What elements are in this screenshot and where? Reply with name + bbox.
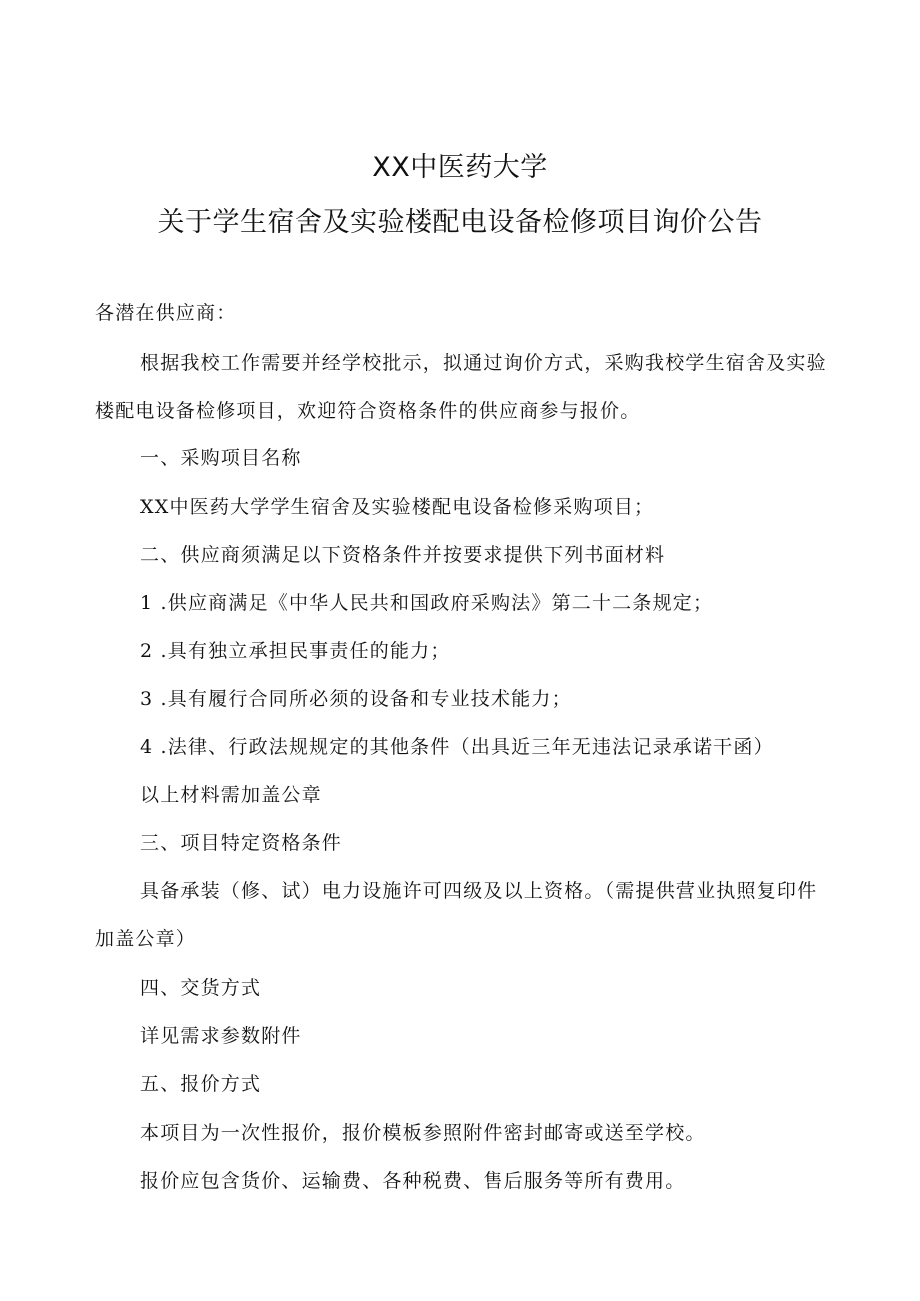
section-1-heading: 一、采购项目名称 [140,447,302,469]
intro-paragraph-line-2: 楼配电设备检修项目，欢迎符合资格条件的供应商参与报价。 [95,400,641,422]
section-2-item: 1 .供应商满足《中华人民共和国政府采购法》第二十二条规定； [140,592,714,614]
section-4-heading: 四、交货方式 [140,977,262,999]
section-2-note: 以上材料需加盖公章 [140,784,322,806]
salutation: 各潜在供应商： [95,302,237,324]
section-5-body-line-1: 本项目为一次性报价，报价模板参照附件密封邮寄或送至学校。 [140,1122,706,1144]
section-3-body-line-2: 加盖公章） [95,928,197,950]
intro-paragraph-line-1: 根据我校工作需要并经学校批示，拟通过询价方式，采购我校学生宿舍及实验 [140,352,827,374]
document-title-university: XX中医药大学 [372,152,548,183]
document-title-announcement: 关于学生宿舍及实验楼配电设备检修项目询价公告 [157,207,763,238]
section-3-heading: 三、项目特定资格条件 [140,832,343,854]
section-1-body: XX中医药大学学生宿舍及实验楼配电设备检修采购项目； [140,496,655,518]
section-5-heading: 五、报价方式 [140,1073,262,1095]
section-3-body-line-1: 具备承装（修、试）电力设施许可四级及以上资格。（需提供营业执照复印件 [140,880,818,902]
section-2-item: 2 .具有独立承担民事责任的能力； [140,640,451,662]
section-2-item: 4 .法律、行政法规规定的其他条件（出具近三年无违法记录承诺干函） [140,736,774,758]
section-5-body-line-2: 报价应包含货价、运输费、各种税费、售后服务等所有费用。 [140,1170,686,1192]
section-2-heading: 二、供应商须满足以下资格条件并按要求提供下列书面材料 [140,544,666,566]
section-2-item: 3 .具有履行合同所必须的设备和专业技术能力； [140,688,572,710]
section-4-body: 详见需求参数附件 [140,1025,302,1047]
